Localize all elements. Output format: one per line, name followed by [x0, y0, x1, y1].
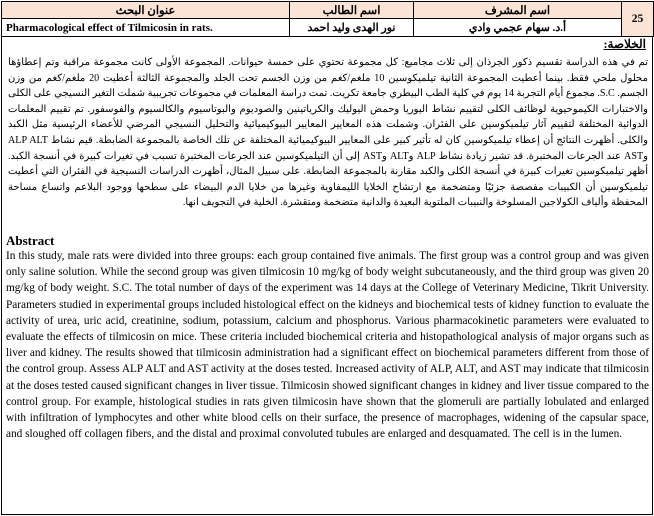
header-labels-row: [2, 2, 654, 19]
english-abstract-text: In this study, male rats were divided into three groups: each group contained five animals. The first group was a control group and was given only saline solution. While the second group was given tilmicosin 10 mg/kg of body weight subcutaneously, and the third group was given 20 mg/kg of body weight. S.C. The total number of days of the experiment was 14 days at the College of Veterinary Medicine, Tikrit University. Parameters studied in experimental groups included histological effect on the kidneys and biochemical tests of kidney function to evaluate the activity of urea, uric acid, creatinine, sodium, potassium, calcium and phosphorus. Various pharmacokinetic parameters were evaluated to evaluate the effects of tilmicosin on mice. These criteria included biochemical criteria and histopathological analysis of major organs such as liver and kidney. The results showed that tilmicosin administration had a significant effect on biochemical parameters different from those of the control group. Assess ALP ALT and AST activity at the doses tested. Increased activity of ALP, ALT, and AST may indicate that tilmicosin at the doses tested caused significant changes in liver tissue. Tilmicosin showed significant changes in kidney and liver tissue compared to the control group. For example, histological studies in rats given tilmicosin have shown that the glomeruli are partially lobulated and enlarged with infiltration of lymphocytes and other white blood cells on their surface, the presence of macrophages, widening of the capsular space, and sloughed off collagen fibers, and the distal and proximal convoluted tubules are enlarged and desquamated. The cell is in the lumen.: [6, 250, 649, 441]
student-name: نور الهدى وليد احمد: [290, 19, 414, 37]
english-abstract-heading: Abstract: [6, 233, 55, 248]
col-supervisor-label: اسم المشرف: [414, 2, 622, 19]
header-table: [1, 1, 654, 37]
arabic-abstract-text: تم في هذه الدراسة تقسيم ذكور الجرذان إلى ثلاث مجاميع: كل مجموعة تحتوي على خمسة حيوانات. المجموعة الأولى كانت مجموعة مراقبة وتم إعطاؤها محلول ملحي فقط. بينما أعطيت المجموعة الثانية تيلميكوسين 10 ملغم/كغم من وزن الجسم تحت الجلد والمجموعة الثالثة أعطيت 20 ملغم/كغم من وزن الجسم. S.C. مجموع أيام التجربة 14 يوم في كلية الطب البيطري جامعة تكريت. تمت دراسة المعلمات في مجموعات تجريبية شملت التغير النسيجي على الكلى والاختبارات الكيموحيوية لوظائف الكلى لتقييم نشاط اليوريا وحمض اليوليك والكرياتينين والصوديوم والبوتاسيوم والكالسيوم والفوسفور. تم تقييم المعلمات الدوائية المختلفة لتقييم آثار تيلميكوسين على الفئران. وشملت هذه المعايير المعايير البيوكيميائية والتحليل النسيجي المرضي للأعضاء الرئيسية مثل الكبد والكلى. أظهرت النتائج أن إعطاء تيلميكوسين كان له تأثير كبير على المعايير البيوكيميائية المختلفة عن تلك الخاصة بالمجموعة الضابطة. قيم نشاط ALP ALT وAST عند الجرعات المختبرة. قد تشير زيادة نشاط ALP وALT وAST إلى أن التيلميكوسين عند الجرعات المختبرة تسبب في تغيرات كبيرة في أنسجة الكبد. أظهر تيلميكوسين تغيرات كبيرة في أنسجة الكلى والكبد مقارنة بالمجموعة الضابطة. على سبيل المثال، أظهرت الدراسات النسيجية في الفئران التي أعطيت تيلميكوسين أن الكبيبات مفصصة جزئيًا ومتضخمة مع ارتشاح الخلايا الليمفاوية وغيرها من خلايا الدم البيضاء على سطحها ووجود البلاعم واتساع مساحة المحفظة وألياف الكولاجين المسلوخة والنبيبات الملتوية البعيدة والدانية متضخمة ومتقشرة. الخلية في التجويف انها.: [8, 57, 648, 209]
header-values-row: [2, 19, 654, 37]
supervisor-name: أ.د. سهام عجمي وادي: [414, 19, 622, 37]
col-title-label: عنوان البحث: [2, 2, 290, 19]
arabic-abstract-heading: الخلاصة:: [603, 37, 646, 51]
col-student-label: اسم الطالب: [290, 2, 414, 19]
entry-number: 25: [622, 2, 654, 37]
research-title: Pharmacological effect of Tilmicosin in rats.: [2, 19, 290, 37]
